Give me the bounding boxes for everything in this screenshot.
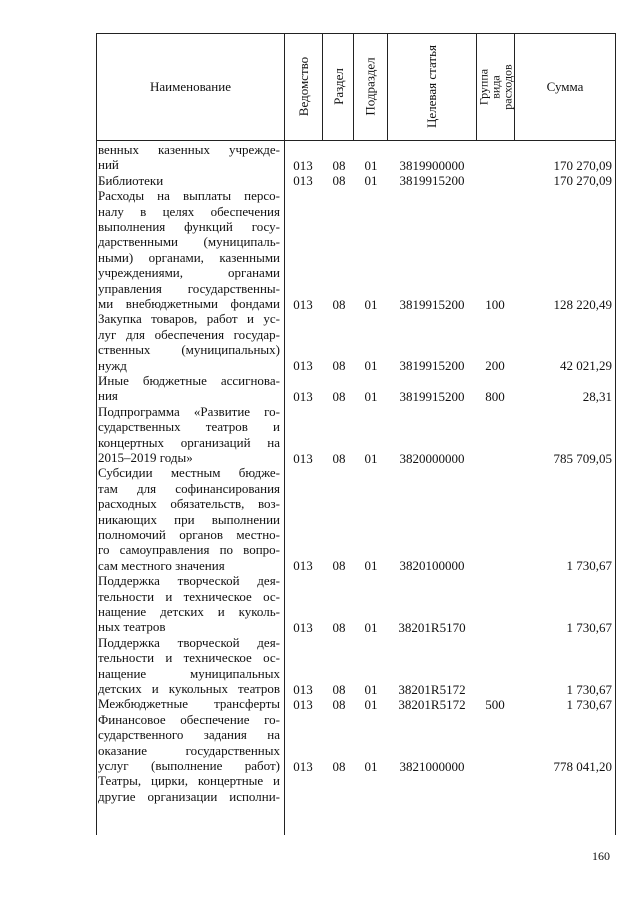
row-celevaya-statya: 3819915200 [399, 296, 465, 312]
row-name-line: никающих при выполнении [98, 511, 280, 527]
header-gruppa-vida-rashodov: Группа вида расходов [476, 63, 515, 110]
row-name-line: полномочий органов местно- [98, 527, 280, 542]
row-vedomstvo: 013 [293, 296, 313, 312]
row-name-line: нащение муниципальных [98, 665, 280, 681]
row-razdel: 08 [332, 296, 346, 312]
row-vedomstvo: 013 [293, 450, 313, 466]
row-summa: 170 270,09 [553, 157, 612, 173]
row-podrazdel: 01 [364, 558, 378, 574]
row-summa: 1 730,67 [566, 681, 612, 697]
row-name-line: ния [98, 388, 118, 404]
row-summa: 785 709,05 [553, 450, 612, 466]
header-summa: Сумма [546, 78, 584, 94]
row-celevaya-statya: 38201R5172 [398, 681, 466, 697]
row-name-line: ными) органами, казенными [98, 249, 280, 265]
row-podrazdel: 01 [364, 450, 378, 466]
row-summa: 1 730,67 [566, 696, 612, 712]
row-summa: 778 041,20 [553, 758, 612, 774]
row-podrazdel: 01 [364, 696, 378, 712]
row-celevaya-statya: 3819900000 [399, 157, 465, 173]
page-number: 160 [592, 849, 610, 863]
row-name-line: ний [98, 157, 119, 173]
row-razdel: 08 [332, 157, 346, 173]
row-name-line: дарственными (муниципаль- [98, 234, 280, 250]
row-summa: 28,31 [582, 388, 612, 404]
row-name-line: сударственных театров и [98, 419, 280, 435]
row-name-line: нащение детских и куколь- [98, 604, 280, 619]
row-name-line: Театры, цирки, концертные и [98, 773, 280, 789]
row-podrazdel: 01 [364, 758, 378, 774]
row-name-line: Финансовое обеспечение го- [98, 711, 280, 727]
row-vedomstvo: 013 [293, 388, 313, 404]
row-razdel: 08 [332, 619, 346, 635]
row-vedomstvo: 013 [293, 358, 313, 374]
row-celevaya-statya: 38201R5172 [398, 696, 466, 712]
row-razdel: 08 [332, 558, 346, 574]
row-summa: 42 021,29 [560, 358, 612, 374]
row-gruppa: 100 [485, 296, 505, 312]
row-gruppa: 800 [485, 388, 505, 404]
row-name-line: управления государственны- [98, 280, 280, 296]
row-podrazdel: 01 [364, 296, 378, 312]
row-vedomstvo: 013 [293, 758, 313, 774]
row-vedomstvo: 013 [293, 681, 313, 697]
row-name-line: нужд [98, 357, 127, 373]
header-vedomstvo: Ведомство [296, 56, 311, 117]
row-name-line: тельности и техническое ос- [98, 650, 280, 666]
row-name-line: Библиотеки [98, 172, 164, 188]
row-name-line: концертных организаций на [98, 434, 280, 450]
row-summa: 1 730,67 [566, 619, 612, 635]
row-razdel: 08 [332, 696, 346, 712]
column-divider [284, 33, 285, 835]
row-celevaya-statya: 3819915200 [399, 358, 465, 374]
row-celevaya-statya: 3819915200 [399, 388, 465, 404]
row-razdel: 08 [332, 358, 346, 374]
row-name-line: луг для обеспечения государ- [98, 326, 280, 342]
row-razdel: 08 [332, 758, 346, 774]
row-name-line: там для софинансирования [98, 480, 280, 496]
row-name-line: ми внебюджетными фондами [98, 296, 280, 311]
row-celevaya-statya: 3820000000 [399, 450, 465, 466]
row-vedomstvo: 013 [293, 157, 313, 173]
row-name-line: налу в целях обеспечения [98, 203, 280, 219]
row-name-line: сударственного задания на [98, 727, 280, 743]
row-vedomstvo: 013 [293, 696, 313, 712]
row-name-line: Закупка товаров, работ и ус- [98, 311, 280, 327]
row-summa: 170 270,09 [553, 173, 612, 189]
row-celevaya-statya: 38201R5170 [398, 619, 466, 635]
row-podrazdel: 01 [364, 619, 378, 635]
row-podrazdel: 01 [364, 157, 378, 173]
header-podrazdel: Подраздел [363, 57, 379, 116]
row-name-line: сам местного значения [98, 557, 225, 573]
row-razdel: 08 [332, 681, 346, 697]
row-name-line: оказание государственных [98, 742, 280, 758]
row-name-line: учреждениями, органами [98, 265, 280, 281]
row-podrazdel: 01 [364, 358, 378, 374]
row-vedomstvo: 013 [293, 558, 313, 574]
row-name-line: Расходы на выплаты персо- [98, 188, 280, 204]
row-celevaya-statya: 3820100000 [399, 558, 465, 574]
row-podrazdel: 01 [364, 173, 378, 189]
row-name-line: выполнения функций госу- [98, 219, 280, 234]
row-name-line: Субсидии местным бюдже- [98, 465, 280, 481]
row-name-line: Поддержка творческой дея- [98, 573, 280, 589]
row-name-line: Межбюджетные трансферты [98, 696, 280, 712]
row-name-line: ственных (муниципальных) [98, 342, 280, 358]
row-celevaya-statya: 3819915200 [399, 173, 465, 189]
row-name-line: другие организации исполни- [98, 788, 280, 804]
budget-table [96, 33, 616, 835]
row-name-line: Поддержка творческой дея- [98, 634, 280, 650]
row-summa: 1 730,67 [566, 558, 612, 574]
row-celevaya-statya: 3821000000 [399, 758, 465, 774]
row-name-line: го самоуправления по вопро- [98, 542, 280, 558]
row-razdel: 08 [332, 388, 346, 404]
row-name-line: детских и кукольных театров [98, 681, 280, 696]
row-gruppa: 500 [485, 696, 505, 712]
table-border-right [615, 33, 616, 835]
header-bottom-rule [96, 140, 616, 141]
row-vedomstvo: 013 [293, 619, 313, 635]
row-razdel: 08 [332, 173, 346, 189]
row-podrazdel: 01 [364, 388, 378, 404]
row-podrazdel: 01 [364, 681, 378, 697]
row-vedomstvo: 013 [293, 173, 313, 189]
row-razdel: 08 [332, 450, 346, 466]
row-name-line: расходных обязательств, воз- [98, 496, 280, 512]
header-razdel: Раздел [330, 68, 346, 105]
row-name-line: услуг (выполнение работ) [98, 758, 280, 773]
row-name-line: Подпрограмма «Развитие го- [98, 403, 280, 419]
row-name-line: венных казенных учрежде- [98, 142, 280, 157]
row-summa: 128 220,49 [553, 296, 612, 312]
row-name-line: тельности и техническое ос- [98, 588, 280, 604]
header-celevaya-statya: Целевая статья [424, 44, 440, 129]
row-name-line: Иные бюджетные ассигнова- [98, 373, 280, 388]
table-border-left [96, 33, 97, 835]
row-gruppa: 200 [485, 358, 505, 374]
row-name-line: 2015–2019 годы» [98, 450, 193, 465]
header-name: Наименование [150, 78, 231, 94]
row-name-line: ных театров [98, 619, 166, 635]
